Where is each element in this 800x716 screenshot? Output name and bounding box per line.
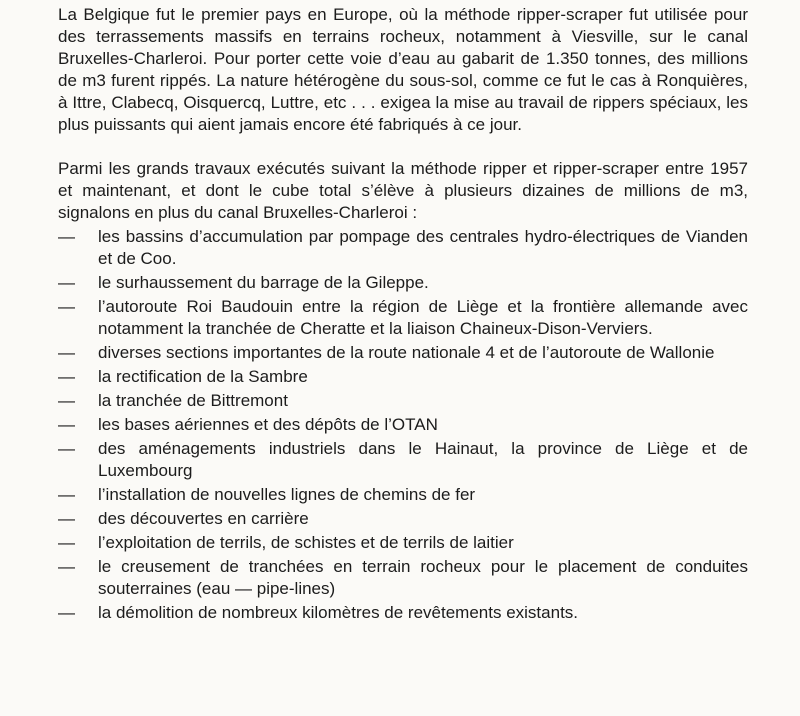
list-item: [58, 438, 748, 482]
list-item-text: diverses sections importantes de la route nationale 4 et de l’autoroute de Wallonie: [98, 343, 715, 362]
list-item-text: l’autoroute Roi Baudouin entre la région de Liège et la frontière allemande avec notamment la tranchée de Cheratte et la liaison Chaineux-Dison-Verviers.: [98, 297, 748, 338]
list-item-text: la rectification de la Sambre: [98, 367, 308, 386]
list-dash: —: [58, 367, 75, 386]
list-dash: —: [58, 485, 75, 504]
list-item-text: les bassins d’accumulation par pompage des centrales hydro-électriques de Vianden et de Coo.: [98, 227, 748, 268]
list-item-text: l’exploitation de terrils, de schistes et de terrils de laitier: [98, 533, 514, 552]
list-item: [58, 508, 748, 530]
list-item: [58, 532, 748, 554]
list-item-text: la tranchée de Bittremont: [98, 391, 288, 410]
list-dash: —: [58, 603, 75, 622]
list-item: [58, 342, 748, 364]
list-item-text: le surhaussement du barrage de la Gileppe.: [98, 273, 429, 292]
list-dash: —: [58, 415, 75, 434]
list-item: [58, 414, 748, 436]
list-dash: —: [58, 439, 75, 458]
list-dash: —: [58, 533, 75, 552]
list-dash: —: [58, 509, 75, 528]
list-item-text: des découvertes en carrière: [98, 509, 309, 528]
list-item: [58, 226, 748, 270]
list-item: [58, 366, 748, 388]
list-item: [58, 272, 748, 294]
list-dash: —: [58, 227, 75, 246]
list-dash: —: [58, 343, 75, 362]
list-item: [58, 556, 748, 600]
list-dash: —: [58, 391, 75, 410]
list-item: [58, 296, 748, 340]
works-paragraph: Parmi les grands travaux exécutés suivant la méthode ripper et ripper-scraper entre 1957 et maintenant, et dont le cube total s’élève à plusieurs dizaines de millions de m3, signalons en plus du canal Bruxelles-Charleroi :: [58, 159, 748, 222]
list-item-text: l’installation de nouvelles lignes de chemins de fer: [98, 485, 476, 504]
list-item-text: les bases aériennes et des dépôts de l’OTAN: [98, 415, 438, 434]
list-item: [58, 484, 748, 506]
list-dash: —: [58, 297, 75, 316]
list-dash: —: [58, 557, 75, 576]
list-item: [58, 602, 748, 624]
intro-paragraph: La Belgique fut le premier pays en Europe, où la méthode ripper-scraper fut utilisée pour des terrassements massifs en terrains rocheux, notamment à Viesville, sur le canal Bruxelles-Charleroi. Pour porter cette voie d’eau au gabarit de 1.350 tonnes, des millions de m3 furent rippés. La nature hétérogène du sous-sol, comme ce fut le cas à Ronquières, à Ittre, Clabecq, Oisquercq, Luttre, etc . . . exigea la mise au travail de rippers spéciaux, les plus puissants qui aient jamais encore été fabriqués à ce jour.: [58, 5, 748, 134]
list-item-text: des aménagements industriels dans le Hainaut, la province de Liège et de Luxembourg: [98, 439, 748, 480]
list-item-text: le creusement de tranchées en terrain rocheux pour le placement de conduites souterraines (eau — pipe-lines): [98, 557, 748, 598]
list-item-text: la démolition de nombreux kilomètres de revêtements existants.: [98, 603, 579, 622]
list-dash: —: [58, 273, 75, 292]
works-list: [58, 226, 748, 624]
list-item: [58, 390, 748, 412]
